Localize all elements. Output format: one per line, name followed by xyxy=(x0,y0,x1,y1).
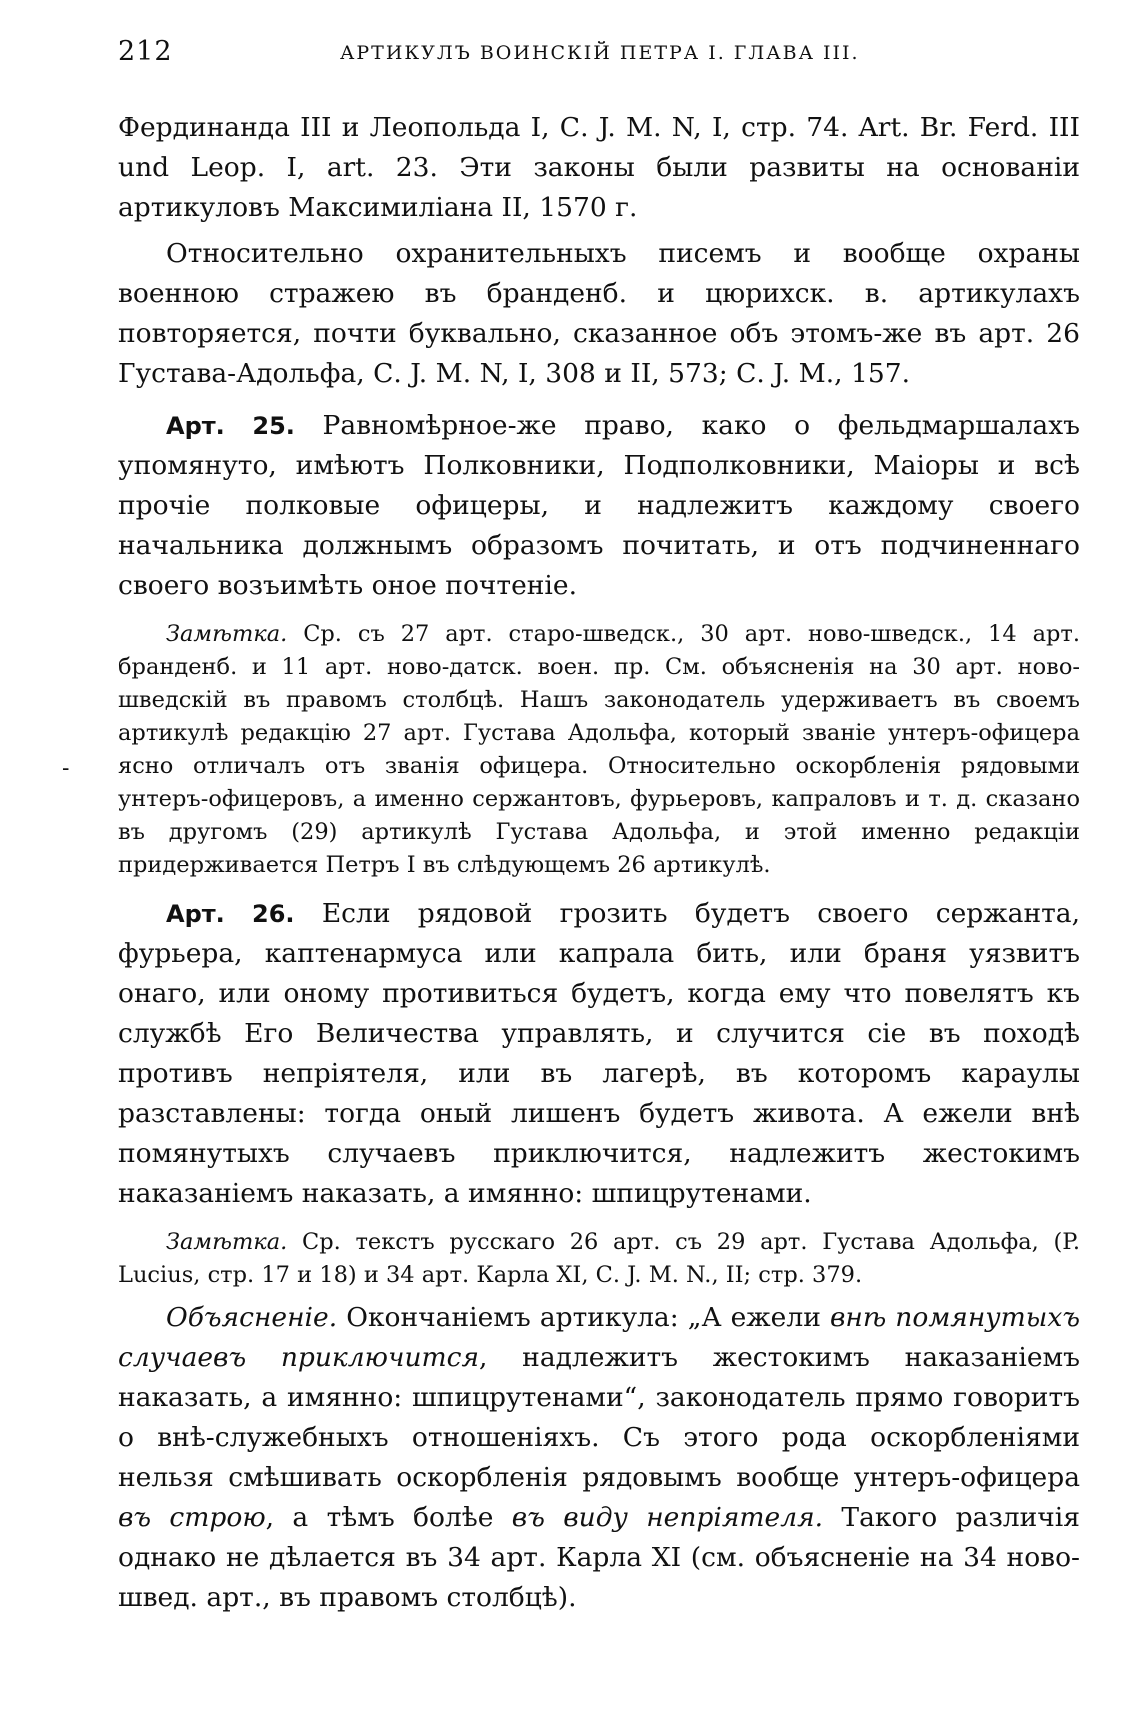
article-25-text: Равномѣрное-же право, како о фельдмаршалахъ упомянуто, имѣютъ Полковники, Подполковники, Маіоры и всѣ прочіе полковые офицеры, и надлежитъ каждому своего начальника должнымъ образомъ почитать, и отъ подчиненнаго своего возъимѣть оное почтеніе. xyxy=(118,410,1080,601)
note-25-text: Ср. съ 27 арт. старо-шведск., 30 арт. ново-шведск., 14 арт. бранденб. и 11 арт. ново-датск. воен. пр. См. объясненія на 30 арт. ново-шведскій въ правомъ столбцѣ. Нашъ законодатель удерживаетъ въ своемъ артикулѣ редакцію 27 арт. Густава Адольфа, который званіе унтеръ-офицера ясно отличалъ отъ званія офицера. Относительно оскорбленія рядовыми унтеръ-офицеровъ, а именно сержантовъ, фурьеровъ, капраловъ и т. д. сказано въ другомъ (29) артикулѣ Густава Адольфа, и этой именно редакціи придерживается Петръ I въ слѣдующемъ 26 артикулѣ. xyxy=(118,621,1080,878)
note-26-text: Ср. текстъ русскаго 26 арт. съ 29 арт. Густава Адольфа, (P. Lucius, стр. 17 и 18) и 34 арт. Карла XI, С. J. M. N., II; стр. 379. xyxy=(118,1229,1080,1288)
running-header xyxy=(118,36,878,76)
explanation-text-2: , надлежитъ жестокимъ наказаніемъ наказать, а имянно: шпицрутенами“, законодатель прямо говоритъ о внѣ-служебныхъ отношеніяхъ. Съ этого рода оскорбленіями нельзя смѣшивать оскорбленія рядовымъ вообще унтеръ-офицера xyxy=(118,1342,1080,1493)
margin-mark: - xyxy=(62,756,70,781)
paragraph-continuation: Фердинанда III и Леопольда I, С. J. M. N, I, стр. 74. Art. Br. Ferd. III und Leop. I, art. 23. Эти законы были развиты на основаніи артикуловъ Максимиліана II, 1570 г. xyxy=(118,112,1080,223)
article-26 xyxy=(118,894,1080,1214)
article-25-label: Арт. 25. xyxy=(166,412,295,440)
explanation xyxy=(118,1298,1080,1618)
explanation-text-4: Такого различія однако не дѣлается въ 34 арт. Карла XI (см. объясненіе на 34 ново-швед. арт., въ правомъ столбцѣ). xyxy=(118,1502,1081,1613)
paragraph-guards: Относительно охранительныхъ писемъ и вообще охраны военною стражею въ бранденб. и цюрихск. в. артикулахъ повторяется, почти буквально, сказанное объ этомъ-же въ арт. 26 Густава-Адольфа, С. J. M. N, I, 308 и II, 573; С. J. M., 157. xyxy=(118,238,1080,389)
article-26-text: Если рядовой грозить будетъ своего сержанта, фурьера, каптенармуса или капрала бить, или браня уязвитъ онаго, или оному противиться будетъ, когда ему что повелятъ къ службѣ Его Величества управлять, и случится сіе въ походѣ противъ непріятеля, или въ лагерѣ, въ которомъ караулы разставлены: тогда оный лишенъ будетъ живота. А ежели внѣ помянутыхъ случаевъ приключится, надлежитъ жестокимъ наказаніемъ наказать, а имянно: шпицрутенами. xyxy=(118,898,1080,1209)
note-article-25 xyxy=(118,618,1080,882)
explanation-label: Объясненіе. xyxy=(166,1302,338,1333)
note-25-label: Замѣтка. xyxy=(166,621,288,647)
note-article-26 xyxy=(118,1226,1080,1292)
explanation-text-1: Окончаніемъ артикула: „А ежели xyxy=(337,1302,830,1333)
explanation-text-3: , а тѣмъ болѣе xyxy=(265,1502,512,1533)
running-title: АРТИКУЛЪ ВОИНСКІЙ ПЕТРА I. ГЛАВА III. xyxy=(340,42,860,64)
explanation-enemy-sight: въ виду непріятеля. xyxy=(511,1502,824,1533)
page-number: 212 xyxy=(118,36,173,67)
article-26-label: Арт. 26. xyxy=(166,900,295,928)
explanation-in-ranks: въ строю xyxy=(118,1502,266,1533)
explanation-quote-italic: внѣ помянутыхъ случаевъ приключится xyxy=(118,1302,1080,1373)
note-26-label: Замѣтка. xyxy=(166,1229,288,1255)
article-25 xyxy=(118,406,1080,606)
page-body xyxy=(118,108,1080,1618)
